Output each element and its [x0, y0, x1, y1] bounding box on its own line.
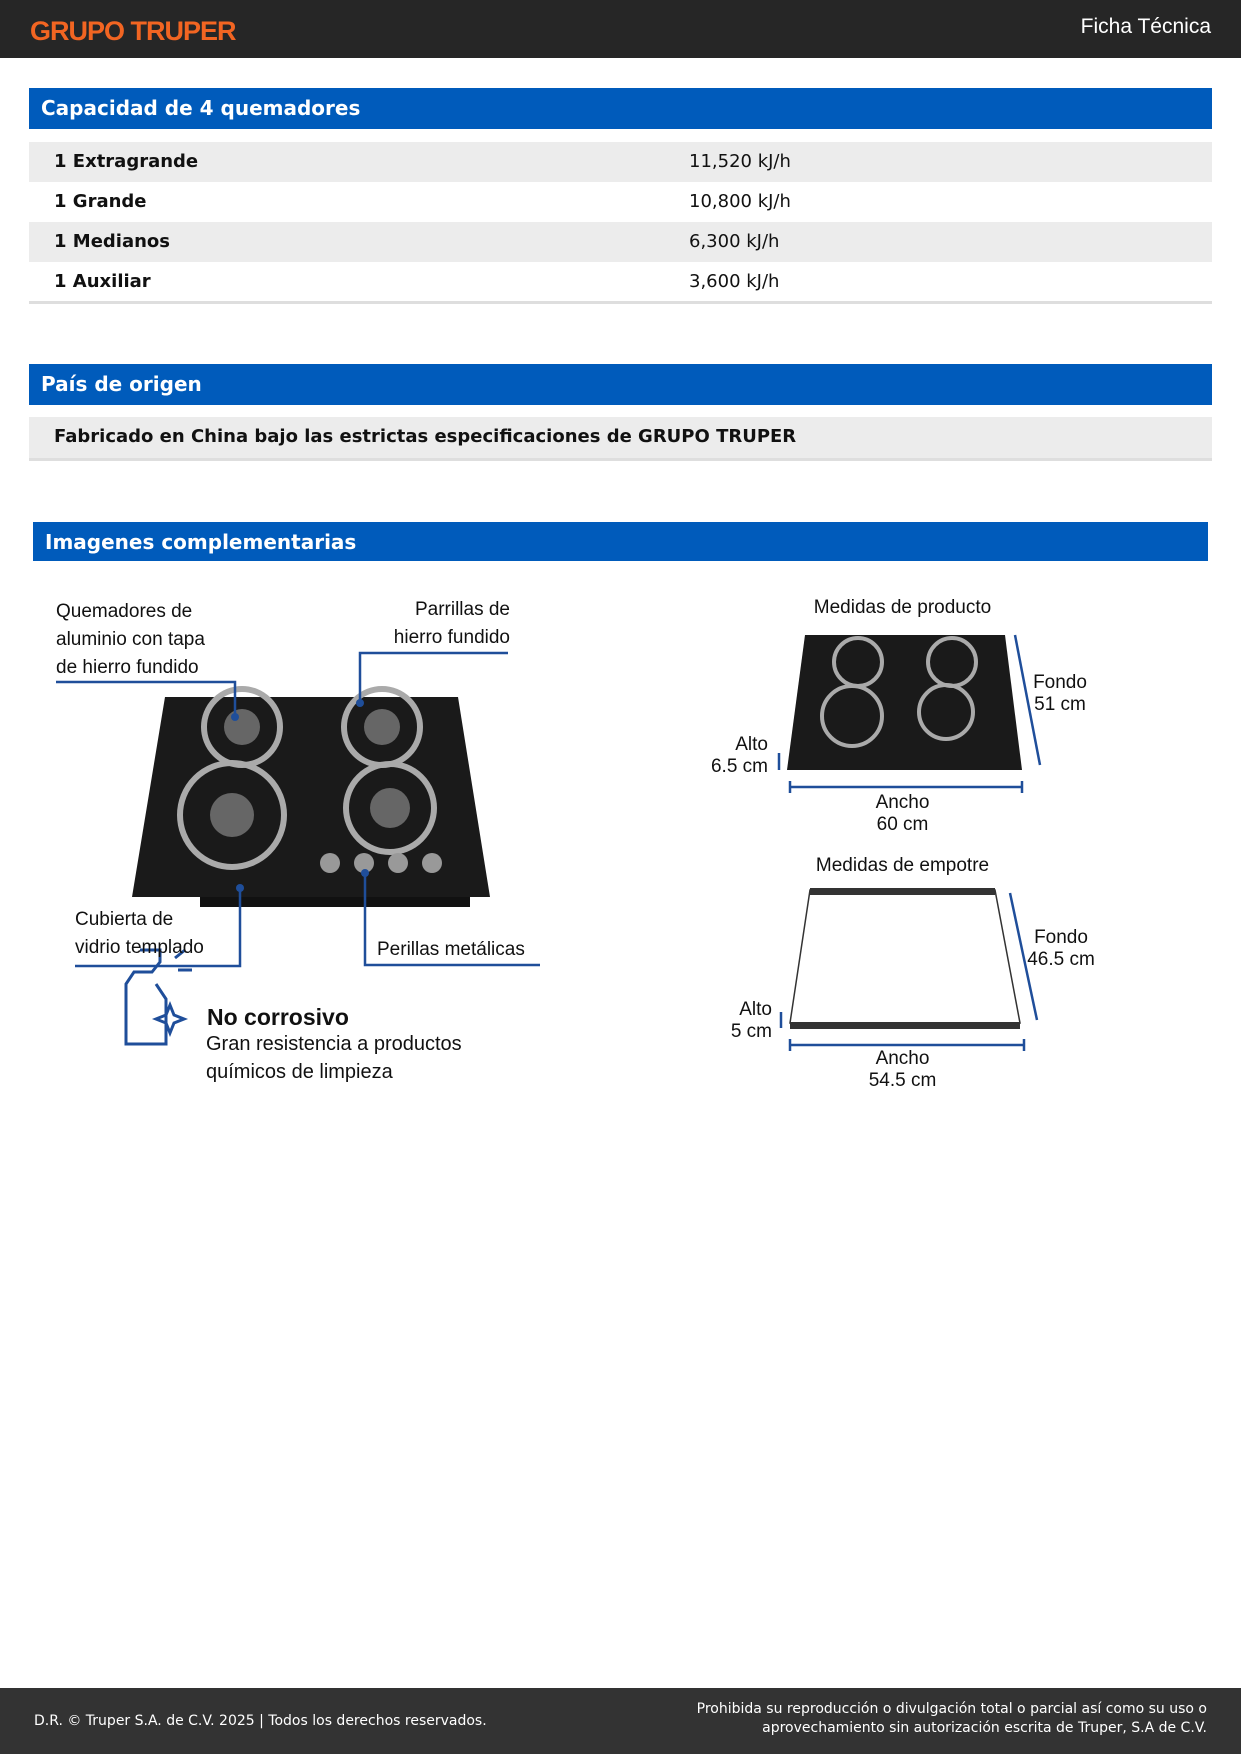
page-header — [0, 0, 1241, 58]
row-label: 1 Extragrande — [54, 151, 199, 172]
section-origin-title: País de origen — [29, 364, 1212, 405]
row-label: 1 Auxiliar — [54, 271, 151, 292]
callout-knobs: Perillas metálicas — [377, 939, 525, 960]
product-ancho: Ancho 60 cm — [875, 792, 930, 835]
callout-burners: Quemadores de aluminio con tapa de hierro fundido — [56, 601, 205, 678]
table-row — [29, 142, 1212, 182]
callout-glass: Cubierta de vidrio templado — [75, 909, 204, 958]
callout-grates: Parrillas de hierro fundido — [393, 599, 510, 648]
footer-legal: Prohibida su reproducción o divulgación total o parcial así como su uso o aprovechamiento sin autorización escrita de Truper, S.A de C.V. — [696, 1701, 1207, 1736]
table-row — [29, 222, 1212, 262]
row-value: 11,520 kJ/h — [689, 151, 791, 172]
divider — [29, 458, 1212, 461]
row-label: 1 Medianos — [54, 231, 171, 252]
row-value: 3,600 kJ/h — [689, 271, 780, 292]
section-images-title: Imagenes complementarias — [33, 522, 1208, 561]
origin-row — [29, 417, 1212, 458]
row-value: 6,300 kJ/h — [689, 231, 780, 252]
feature-title: No corrosivo — [207, 1004, 349, 1030]
origin-text: Fabricado en China bajo las estrictas especificaciones de GRUPO TRUPER — [54, 426, 797, 447]
product-dim-title: Medidas de producto — [813, 597, 992, 618]
divider — [29, 301, 1212, 304]
cutout-fondo: Fondo 46.5 cm — [1027, 927, 1095, 970]
product-alto: Alto 6.5 cm — [710, 734, 768, 777]
section-capacity-title: Capacidad de 4 quemadores — [29, 88, 1212, 129]
spray-icon — [126, 950, 192, 1044]
table-row — [29, 262, 1212, 302]
row-label: 1 Grande — [54, 191, 147, 212]
cutout-ancho: Ancho 54.5 cm — [868, 1048, 937, 1091]
footer-copyright: D.R. © Truper S.A. de C.V. 2025 | Todos los derechos reservados. — [34, 1713, 487, 1729]
table-row — [29, 182, 1212, 222]
cutout-alto: Alto 5 cm — [730, 999, 772, 1042]
doc-title: Ficha Técnica — [1080, 15, 1211, 38]
page-footer — [0, 1688, 1241, 1754]
cutout-dim-title: Medidas de empotre — [815, 855, 990, 876]
brand-logo: GRUPO TRUPER — [30, 16, 236, 46]
cutout-dimensions-drawing — [781, 888, 1037, 1051]
feature-text: Gran resistencia a productos químicos de limpieza — [206, 1033, 462, 1083]
product-fondo: Fondo 51 cm — [1033, 672, 1087, 715]
row-value: 10,800 kJ/h — [689, 191, 791, 212]
product-dimensions-drawing — [779, 635, 1040, 793]
